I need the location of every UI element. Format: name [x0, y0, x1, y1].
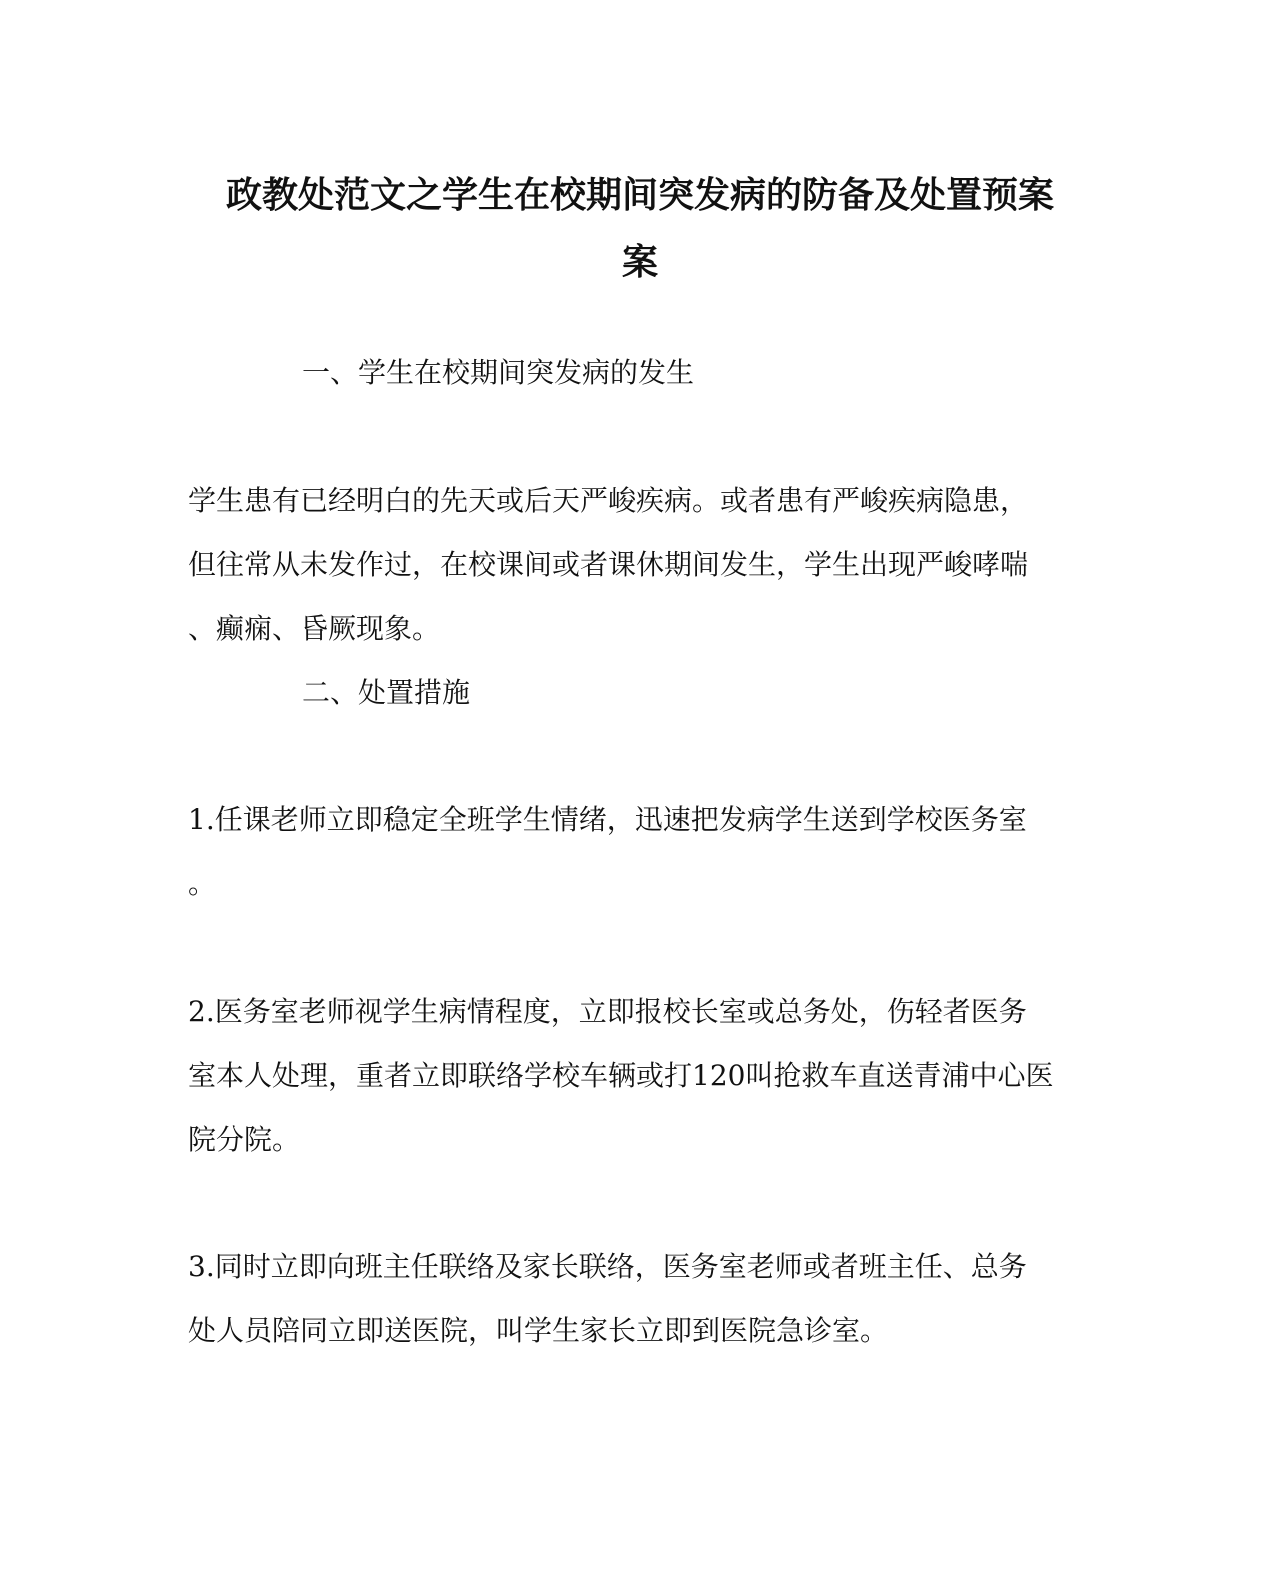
item-1-line: 。 — [188, 867, 217, 900]
item-3-line: 处人员陪同立即送医院，叫学生家长立即到医院急诊室。 — [188, 1314, 889, 1347]
item-1-line: 1.任课老师立即稳定全班学生情绪，迅速把发病学生送到学校医务室 — [188, 803, 1027, 836]
document-title-line-2: 案 — [621, 242, 658, 283]
document-title-line-1: 政教处范文之学生在校期间突发病的防备及处置预案 — [225, 175, 1054, 216]
section-1-body-line: 学生患有已经明白的先天或后天严峻疾病。或者患有严峻疾病隐患， — [188, 484, 1029, 517]
section-1-body-line: 但往常从未发作过，在校课间或者课休期间发生，学生出现严峻哮喘 — [188, 548, 1029, 581]
item-2-line: 室本人处理，重者立即联络学校车辆或打120叫抢救车直送青浦中心医 — [188, 1059, 1054, 1092]
section-1-body-line: 、癫痫、昏厥现象。 — [188, 612, 441, 645]
item-2-line: 院分院。 — [188, 1123, 301, 1156]
section-1-heading: 一、学生在校期间突发病的发生 — [302, 356, 695, 389]
item-3-line: 3.同时立即向班主任联络及家长联络，医务室老师或者班主任、总务 — [188, 1250, 1027, 1283]
section-2-heading: 二、处置措施 — [302, 676, 471, 709]
item-2-line: 2.医务室老师视学生病情程度，立即报校长室或总务处，伤轻者医务 — [188, 995, 1027, 1028]
